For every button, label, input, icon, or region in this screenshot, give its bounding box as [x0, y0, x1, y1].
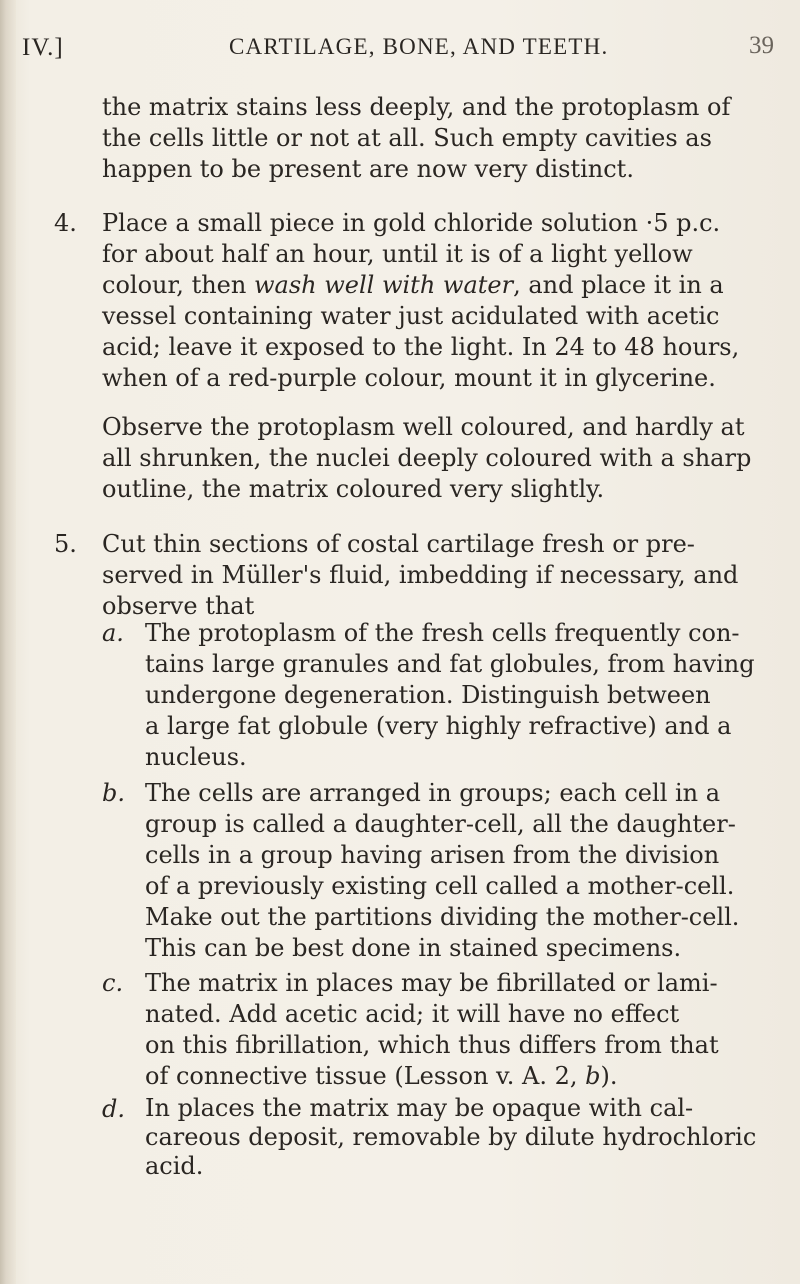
subitem-letter: d. [102, 1095, 125, 1123]
text-line: nated. Add acetic acid; it will have no effect [145, 1000, 680, 1028]
text-line: group is called a daughter-cell, all the daughter- [145, 810, 736, 838]
text-line: acid. [145, 1152, 204, 1180]
subitem-letter: a. [102, 619, 124, 647]
text-line: served in Müller's fluid, imbedding if necessary, and [102, 561, 739, 589]
text-line: a large fat globule (very highly refractive) and a [145, 712, 732, 740]
text-line: Make out the partitions dividing the mother-cell. [145, 903, 740, 931]
text-segment: colour, then [102, 271, 247, 299]
italic-phrase: wash well with water [253, 271, 514, 299]
text-line: Place a small piece in gold chloride solution ·5 p.c. [102, 209, 721, 237]
text-segment: , and place it in a [513, 271, 724, 299]
text-line [102, 270, 739, 301]
item-5-paragraph [102, 529, 738, 622]
text-line: Observe the protoplasm well coloured, and hardly at [102, 413, 745, 441]
page-gutter [0, 0, 16, 1284]
subitem-b [145, 778, 739, 964]
text-segment: ). [600, 1062, 618, 1090]
text-line: Cut thin sections of costal cartilage fresh or pre- [102, 530, 695, 558]
text-line: all shrunken, the nuclei deeply coloured with a sharp [102, 444, 752, 472]
text-line: vessel containing water just acidulated with acetic [102, 302, 720, 330]
text-line: The matrix in places may be fibrillated or lami- [145, 969, 718, 997]
subitem-letter: b. [102, 779, 125, 807]
text-line: The protoplasm of the fresh cells frequently con- [145, 619, 740, 647]
italic-reference: b [585, 1062, 601, 1090]
subitem-letter: c. [102, 969, 124, 997]
text-line [145, 1061, 719, 1092]
text-line: tains large granules and fat globules, from having [145, 650, 755, 678]
subitem-a [145, 618, 755, 773]
chapter-title: CARTILAGE, BONE, AND TEETH. [229, 34, 609, 59]
intro-paragraph [102, 92, 730, 185]
item-number: 4. [54, 209, 77, 237]
text-line: outline, the matrix coloured very slightly. [102, 475, 605, 503]
text-line: This can be best done in stained specimens. [145, 934, 682, 962]
text-line: The cells are arranged in groups; each cell in a [145, 779, 721, 807]
text-line: observe that [102, 592, 255, 620]
text-segment: of connective tissue (Lesson v. A. 2, [145, 1062, 578, 1090]
chapter-number: IV.] [22, 34, 64, 61]
text-line: on this fibrillation, which thus differs from that [145, 1031, 719, 1059]
text-line: acid; leave it exposed to the light. In 24 to 48 hours, [102, 333, 740, 361]
text-line: happen to be present are now very distinct. [102, 155, 634, 183]
running-head [22, 22, 774, 62]
text-line: of a previously existing cell called a mother-cell. [145, 872, 735, 900]
text-line: careous deposit, removable by dilute hydrochloric [145, 1123, 757, 1151]
text-line: the matrix stains less deeply, and the protoplasm of [102, 93, 731, 121]
item-4-observation [102, 412, 751, 505]
item-4-paragraph [102, 208, 739, 394]
text-line: for about half an hour, until it is of a light yellow [102, 240, 693, 268]
subitem-d [145, 1094, 756, 1181]
subitem-c [145, 968, 719, 1092]
text-line: In places the matrix may be opaque with cal- [145, 1094, 694, 1122]
text-line: nucleus. [145, 743, 247, 771]
text-line: when of a red-purple colour, mount it in glycerine. [102, 364, 716, 392]
text-line: the cells little or not at all. Such empty cavities as [102, 124, 712, 152]
item-number: 5. [54, 530, 77, 558]
page-number: 39 [749, 32, 774, 59]
text-line: cells in a group having arisen from the division [145, 841, 720, 869]
text-line: undergone degeneration. Distinguish between [145, 681, 711, 709]
